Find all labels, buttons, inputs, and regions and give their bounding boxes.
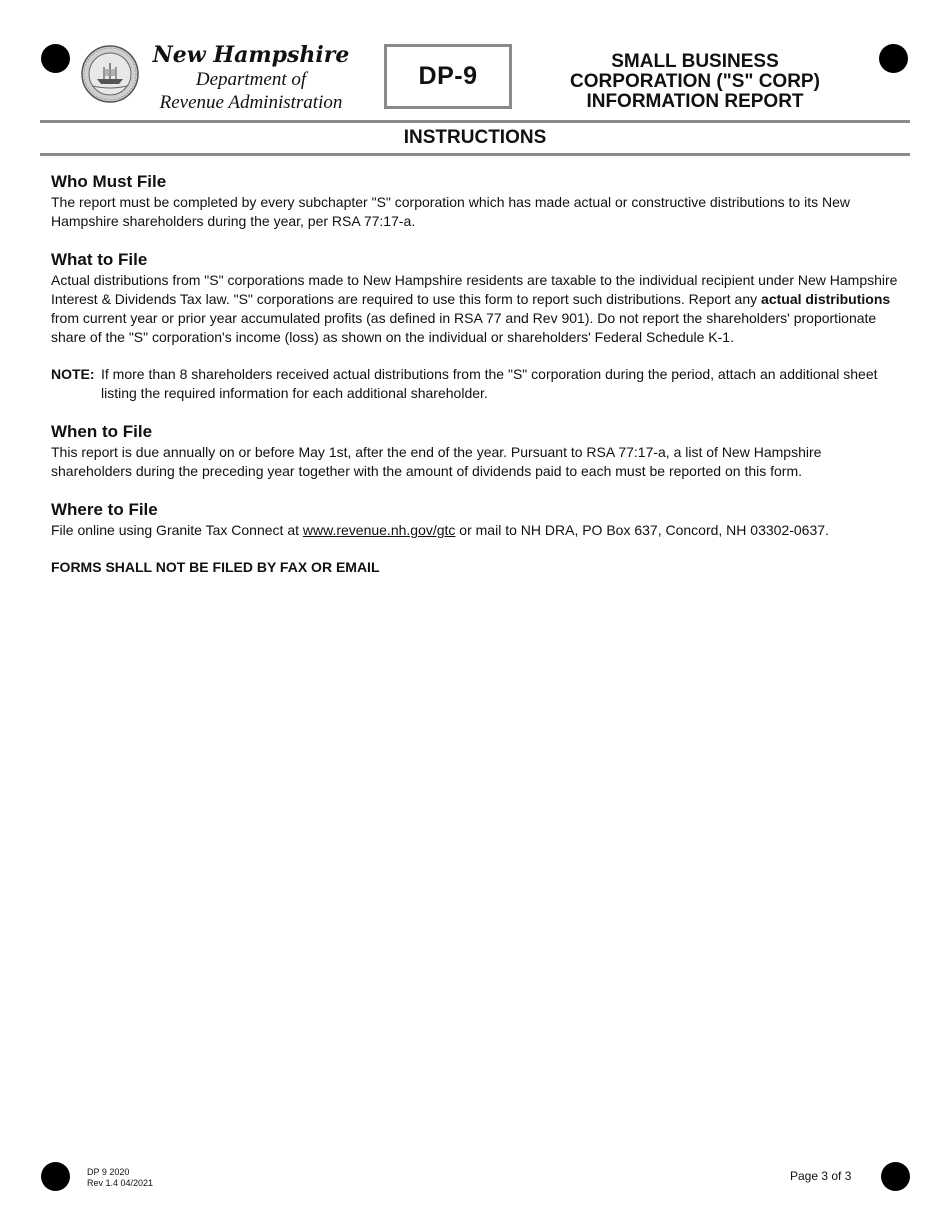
- form-title-line-1: SMALL BUSINESS: [611, 51, 779, 72]
- section-text: The report must be completed by every subchapter "S" corporation which has made actual or constructive distributions to its New Hampshire shareholders during the year, per RSA 77:17-a.: [51, 194, 850, 229]
- registration-mark-top-right: [879, 44, 908, 73]
- form-revision-line-2: Rev 1.4 04/2021: [87, 1178, 154, 1188]
- instructions-heading: INSTRUCTIONS: [403, 127, 547, 148]
- emphasis-text: actual distributions: [761, 291, 891, 307]
- section-when-to-file: [51, 421, 901, 481]
- note-label: NOTE:: [51, 366, 95, 382]
- agency-division: Revenue Administration: [159, 92, 343, 113]
- form-title-line-3: INFORMATION REPORT: [586, 91, 804, 112]
- section-where-to-file: [51, 499, 901, 540]
- agency-block: [142, 42, 360, 114]
- page-number: Page 3 of 3: [790, 1169, 852, 1183]
- form-title-line-2: CORPORATION ("S" CORP): [570, 71, 820, 92]
- form-revision: [87, 1167, 153, 1189]
- agency-department: Department of: [195, 69, 307, 90]
- section-text: [51, 521, 901, 540]
- form-id: DP-9: [418, 62, 478, 90]
- registration-mark-bottom-left: [41, 1162, 70, 1191]
- header-divider: [40, 120, 910, 123]
- section-heading: Who Must File: [51, 172, 167, 191]
- text-part: Actual distributions from "S" corporations made to New Hampshire residents are taxable to the individual recipient under New Hampshire Interest & Dividends Tax law. "S" corporations are required to use this form to report such distributions. Report any: [51, 272, 898, 307]
- granite-tax-connect-link[interactable]: www.revenue.nh.gov/gtc: [302, 522, 456, 538]
- registration-mark-top-left: [41, 44, 70, 73]
- note-paragraph: [51, 365, 901, 403]
- instructions-divider: [40, 153, 910, 156]
- text-part: from current year or prior year accumulated profits (as defined in RSA 77 and Rev 901). Do not report the shareholders' proportionate share of the "S" corporation's income (loss) as shown on the individual or shareholders' Federal Schedule K-1.: [51, 310, 877, 345]
- section-heading: When to File: [51, 422, 153, 441]
- instructions-body: [51, 171, 901, 577]
- state-seal-icon: [81, 45, 139, 103]
- section-what-to-file: [51, 249, 901, 347]
- section-heading: Where to File: [51, 500, 158, 519]
- section-text: This report is due annually on or before May 1st, after the end of the year. Pursuant to RSA 77:17-a, a list of New Hampshire shareholders during the preceding year together with the amount of dividends paid to each must be reported on this form.: [51, 444, 822, 479]
- section-heading: What to File: [51, 250, 148, 269]
- filing-warning: FORMS SHALL NOT BE FILED BY FAX OR EMAIL: [51, 559, 380, 575]
- registration-mark-bottom-right: [881, 1162, 910, 1191]
- form-id-box: [384, 44, 512, 109]
- agency-name: New Hampshire: [152, 42, 350, 68]
- text-part: File online using Granite Tax Connect at: [51, 522, 303, 538]
- text-part: or mail to NH DRA, PO Box 637, Concord, NH 03302-0637.: [455, 522, 829, 538]
- form-title: [552, 52, 838, 112]
- note-text: If more than 8 shareholders received actual distributions from the "S" corporation during the period, attach an additional sheet listing the required information for each additional shareholder.: [101, 366, 878, 401]
- section-text: [51, 271, 901, 347]
- section-who-must-file: [51, 171, 901, 231]
- form-revision-line-1: DP 9 2020: [87, 1167, 130, 1177]
